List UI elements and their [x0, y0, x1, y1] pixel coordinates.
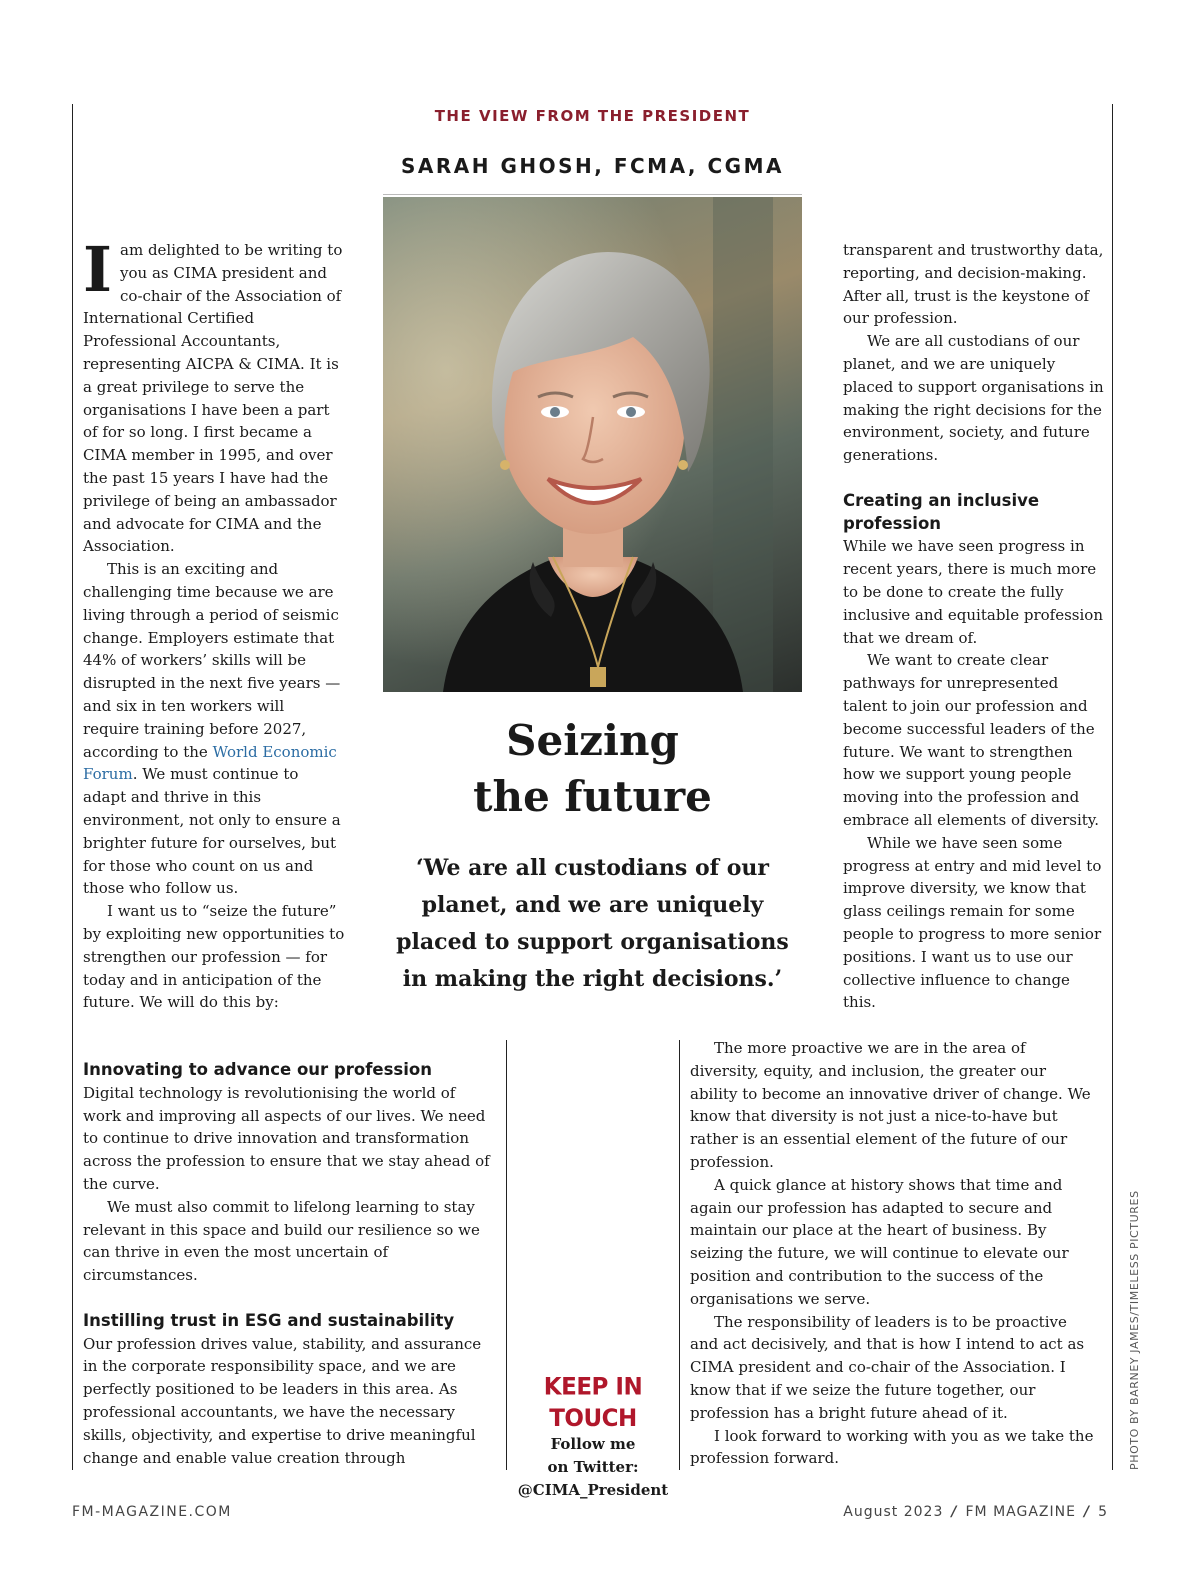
bottom-left-column [83, 1059, 495, 1469]
intro-text: am delighted to be writing to you as CIMA president and co-chair of the Association of International Certified Professional Accountants, representing AICPA & CIMA. It is a great privilege to serve the organisations I have been a part of for so long. I first became a CIMA member in 1995, and over the past 15 years I have had the privilege of being an ambassador and advocate for CIMA and the Association. [83, 241, 343, 556]
wef-link[interactable]: World Economic Forum [83, 742, 337, 784]
paragraph: We must also commit to lifelong learning to stay relevant in this space and build our resilience so we can thrive in even the most uncertain of circumstances. [83, 1197, 480, 1285]
paragraph: While we have seen progress in recent years, there is much more to be done to create the fully inclusive and equitable profession that we dream of. [843, 537, 1103, 647]
pull-quote: ‘We are all custodians of our planet, and we are uniquely placed to support organisations in making the right decisions.’ [396, 855, 789, 992]
subheading-inclusive: Creating an inclusive profession [843, 490, 1040, 533]
author-portrait [383, 197, 802, 692]
right-column [843, 239, 1105, 1014]
headline-line-2: the future [473, 772, 712, 821]
section-kicker: THE VIEW FROM THE PRESIDENT [434, 107, 751, 125]
footer-issue [843, 1504, 1108, 1520]
paragraph: Our profession drives value, stability, and assurance in the corporate responsibility space, and we are perfectly positioned to be leaders in this area. As professional accountants, we have the necessary skills, objectivity, and expertise to drive meaningful change and enable value creation through [83, 1334, 482, 1467]
paragraph-text: . We must continue to adapt and thrive in this environment, not only to ensure a brighter future for ourselves, but for those who count on us and those who follow us. [83, 765, 341, 898]
footer-magazine: FM MAGAZINE [965, 1504, 1076, 1520]
footer-site[interactable]: FM-MAGAZINE.COM [72, 1504, 232, 1520]
keep-in-touch-title: KEEP IN TOUCH [543, 1373, 643, 1433]
paragraph: The responsibility of leaders is to be proactive and act decisively, and that is how I intend to act as CIMA president and co-chair of the Association. I know that if we seize the future together, our profession has a bright future ahead of it. [690, 1312, 1085, 1422]
subheading-esg: Instilling trust in ESG and sustainability [83, 1310, 455, 1330]
keep-in-touch-box [510, 1373, 676, 1501]
paragraph: We want to create clear pathways for unrepresented talent to join our profession and become successful leaders of the future. We want to strengthen how we support young people moving into the profession and embrace all elements of diversity. [843, 651, 1100, 829]
paragraph: transparent and trustworthy data, reporting, and decision-making. After all, trust is the keystone of our profession. [843, 241, 1104, 328]
follow-line-1: Follow me [550, 1435, 636, 1453]
left-column [83, 233, 345, 1014]
twitter-handle[interactable]: @CIMA_President [517, 1480, 669, 1499]
paragraph: I want us to “seize the future” by exploiting new opportunities to strengthen our profession — for today and in anticipation of the future. We will do this by: [83, 902, 345, 1012]
drop-cap: I [83, 233, 113, 306]
subheading-innovating: Innovating to advance our profession [83, 1060, 432, 1079]
paragraph [83, 558, 345, 900]
page-number: 5 [1098, 1504, 1108, 1520]
photo-top-rule [383, 194, 802, 195]
sidebar-rule-left [506, 1040, 507, 1470]
portrait-illustration [383, 197, 802, 692]
intro-paragraph [83, 233, 345, 558]
author-byline: SARAH GHOSH, FCMA, CGMA [401, 154, 784, 178]
headline-line-1: Seizing [506, 716, 679, 765]
right-margin-rule [1112, 104, 1113, 1470]
article-headline [383, 713, 802, 825]
sidebar-rule-right [679, 1040, 680, 1470]
footer-separator: / [1083, 1504, 1091, 1520]
photo-credit: PHOTO BY BARNEY JAMES/TIMELESS PICTURES [1128, 1190, 1141, 1470]
paragraph: We are all custodians of our planet, and we are uniquely placed to support organisations in making the right decisions for the environment, society, and future generations. [843, 332, 1104, 465]
footer-date: August 2023 [843, 1504, 944, 1520]
paragraph: I look forward to working with you as we take the profession forward. [690, 1426, 1094, 1468]
paragraph: Digital technology is revolutionising the world of work and improving all aspects of our lives. We need to continue to drive innovation and transformation across the profession to ensure that we stay ahead of the curve. [83, 1083, 490, 1193]
bottom-right-column [690, 1037, 1098, 1470]
paragraph-text: This is an exciting and challenging time because we are living through a period of seismic change. Employers estimate that 44% of workers’ skills will be disrupted in the next five years — and six in ten workers will require training before 2027, according to the [83, 560, 341, 761]
paragraph: A quick glance at history shows that time and again our profession has adapted to secure and maintain our place at the heart of business. By seizing the future, we will continue to elevate our position and contribution to the success of the organisations we serve. [690, 1175, 1069, 1308]
follow-line-2: on Twitter: [547, 1457, 639, 1476]
footer-separator: / [951, 1504, 958, 1520]
paragraph: While we have seen some progress at entry and mid level to improve diversity, we know that glass ceilings remain for some people to progress to more senior positions. I want us to use our collective influence to change this. [843, 833, 1102, 1012]
left-margin-rule [72, 104, 73, 1470]
paragraph: The more proactive we are in the area of diversity, equity, and inclusion, the greater our ability to become an innovative driver of change. We know that diversity is not just a nice-to-have but rather is an essential element of the future of our profession. [690, 1039, 1091, 1171]
